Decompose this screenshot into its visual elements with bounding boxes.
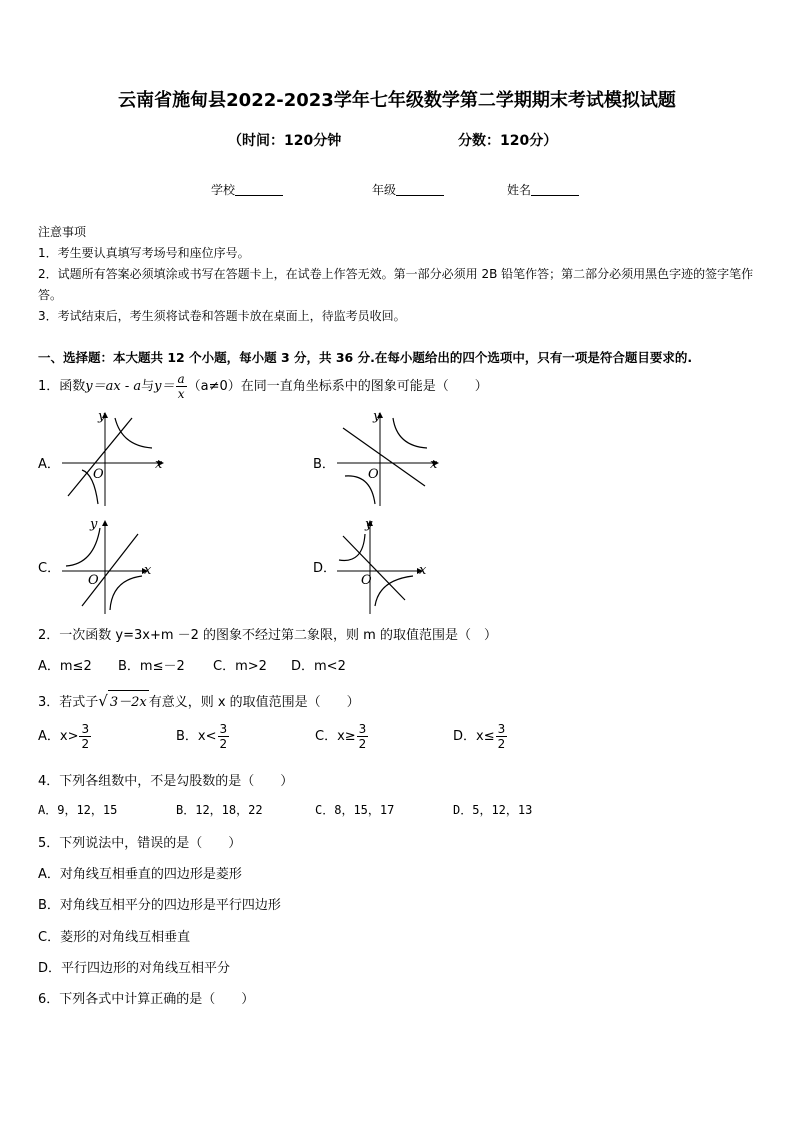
axis-x-label: x bbox=[155, 457, 163, 472]
grade-label: 年级 bbox=[372, 183, 397, 197]
q1-frac-den: x bbox=[177, 387, 185, 401]
q3-option-b[interactable] bbox=[176, 722, 230, 751]
name-field[interactable] bbox=[507, 181, 579, 198]
q1-suffix: 在同一直角坐标系中的图象可能是（ ） bbox=[240, 379, 488, 394]
q1-option-d-label[interactable]: D． bbox=[313, 561, 337, 576]
grade-field[interactable] bbox=[372, 181, 444, 198]
frac-num: 3 bbox=[81, 722, 90, 736]
axis-y-label: y bbox=[90, 517, 98, 532]
origin-label: O bbox=[93, 467, 104, 482]
question-4: 4．下列各组数中，不是勾股数的是（ ） bbox=[38, 774, 294, 789]
q1-expr1: y＝ax - a bbox=[85, 379, 142, 394]
origin-label: O bbox=[361, 573, 372, 588]
frac-num: 3 bbox=[358, 722, 367, 736]
q2-option-b[interactable]: B．m≤－2 bbox=[118, 659, 185, 674]
q4-option-a[interactable]: A．9，12，15 bbox=[38, 803, 118, 817]
q1-graph-b[interactable] bbox=[335, 408, 445, 508]
q3-option-c-fraction bbox=[357, 722, 369, 751]
frac-den: 2 bbox=[219, 737, 228, 751]
q3-option-d-label: D．x≤ bbox=[453, 729, 495, 744]
axis-x-label: x bbox=[430, 457, 438, 472]
q3-option-a[interactable] bbox=[38, 722, 92, 751]
q1-graph-d[interactable] bbox=[335, 516, 445, 616]
q3-option-c[interactable] bbox=[315, 722, 369, 751]
frac-den: 2 bbox=[358, 737, 367, 751]
exam-score: 分数：120分） bbox=[458, 133, 558, 149]
frac-num: 3 bbox=[497, 722, 506, 736]
notice-heading: 注意事项 bbox=[38, 225, 87, 239]
q3-option-d-fraction bbox=[496, 722, 508, 751]
q2-option-c[interactable]: C．m>2 bbox=[213, 659, 267, 674]
page-title: 云南省施甸县2022-2023学年七年级数学第二学期期末考试模拟试题 bbox=[118, 90, 676, 111]
q2-option-d[interactable]: D．m<2 bbox=[291, 659, 346, 674]
question-6: 6．下列各式中计算正确的是（ ） bbox=[38, 992, 255, 1007]
q3-option-b-label: B．x< bbox=[176, 729, 217, 744]
q1-option-c-label[interactable]: C． bbox=[38, 561, 61, 576]
school-label: 学校 bbox=[211, 183, 236, 197]
grade-blank[interactable] bbox=[396, 183, 444, 196]
origin-label: O bbox=[368, 467, 379, 482]
q5-option-c[interactable]: C．菱形的对角线互相垂直 bbox=[38, 930, 191, 945]
axis-y-label: y bbox=[373, 409, 381, 424]
notice-section bbox=[38, 222, 758, 327]
q1-mid: 与 bbox=[141, 379, 155, 394]
q1-condition: （a≠0） bbox=[187, 379, 241, 394]
q3-option-b-fraction bbox=[218, 722, 230, 751]
q5-option-b[interactable]: B．对角线互相平分的四边形是平行四边形 bbox=[38, 898, 281, 913]
q1-option-b-label[interactable]: B． bbox=[313, 457, 335, 472]
section-heading: 一、选择题：本大题共 12 个小题，每小题 3 分，共 36 分.在每小题给出的四个选项中，只有一项是符合题目要求的. bbox=[38, 350, 693, 365]
q1-expr2: y＝ bbox=[154, 379, 175, 394]
name-blank[interactable] bbox=[531, 183, 579, 196]
question-5: 5．下列说法中，错误的是（ ） bbox=[38, 836, 242, 851]
notice-item: 1．考生要认真填写考场号和座位序号。 bbox=[38, 246, 250, 260]
notice-item: 3．考试结束后，考生须将试卷和答题卡放在桌面上，待监考员收回。 bbox=[38, 309, 406, 323]
exam-time: （时间：120分钟 bbox=[228, 133, 342, 149]
q1-graph-c[interactable] bbox=[60, 516, 170, 616]
question-2: 2．一次函数 y=3x+m －2 的图象不经过第二象限，则 m 的取值范围是（ ） bbox=[38, 628, 497, 643]
axis-y-label: y bbox=[98, 409, 106, 424]
notice-item: 2．试题所有答案必须填涂或书写在答题卡上，在试卷上作答无效。第一部分必须用 2B 铅笔作答；第二部分必须用黑色字迹的签字笔作答。 bbox=[38, 267, 754, 302]
q3-option-a-fraction bbox=[79, 722, 91, 751]
q3-option-a-label: A．x> bbox=[38, 729, 79, 744]
axis-y-label: y bbox=[365, 517, 373, 532]
q3-suffix: 有意义，则 x 的取值范围是（ ） bbox=[148, 695, 360, 710]
q1-frac-num: a bbox=[177, 372, 185, 386]
question-1 bbox=[38, 372, 488, 402]
name-label: 姓名 bbox=[507, 183, 532, 197]
q4-option-c[interactable]: C．8，15，17 bbox=[315, 803, 395, 817]
sqrt-symbol-icon: √ bbox=[98, 692, 108, 710]
question-3 bbox=[38, 690, 360, 710]
axis-x-label: x bbox=[419, 563, 427, 578]
q4-option-d[interactable]: D．5，12，13 bbox=[453, 803, 533, 817]
q3-option-c-label: C．x≥ bbox=[315, 729, 356, 744]
frac-num: 3 bbox=[219, 722, 228, 736]
school-blank[interactable] bbox=[235, 183, 283, 196]
q3-prefix: 3．若式子 bbox=[38, 695, 99, 710]
q1-fraction bbox=[176, 372, 187, 401]
q2-option-a[interactable]: A．m≤2 bbox=[38, 659, 92, 674]
axis-x-label: x bbox=[144, 563, 152, 578]
q1-graph-a[interactable] bbox=[60, 408, 170, 508]
q3-radicand: 3－2x bbox=[108, 690, 149, 710]
q1-option-a-label[interactable]: A． bbox=[38, 457, 60, 472]
frac-den: 2 bbox=[497, 737, 506, 751]
school-field[interactable] bbox=[211, 181, 283, 198]
frac-den: 2 bbox=[81, 737, 90, 751]
q1-prefix: 1．函数 bbox=[38, 379, 86, 394]
q4-option-b[interactable]: B．12，18，22 bbox=[176, 803, 263, 817]
origin-label: O bbox=[88, 573, 99, 588]
q3-option-d[interactable] bbox=[453, 722, 508, 751]
q5-option-d[interactable]: D．平行四边形的对角线互相平分 bbox=[38, 961, 231, 976]
q5-option-a[interactable]: A．对角线互相垂直的四边形是菱形 bbox=[38, 867, 242, 882]
